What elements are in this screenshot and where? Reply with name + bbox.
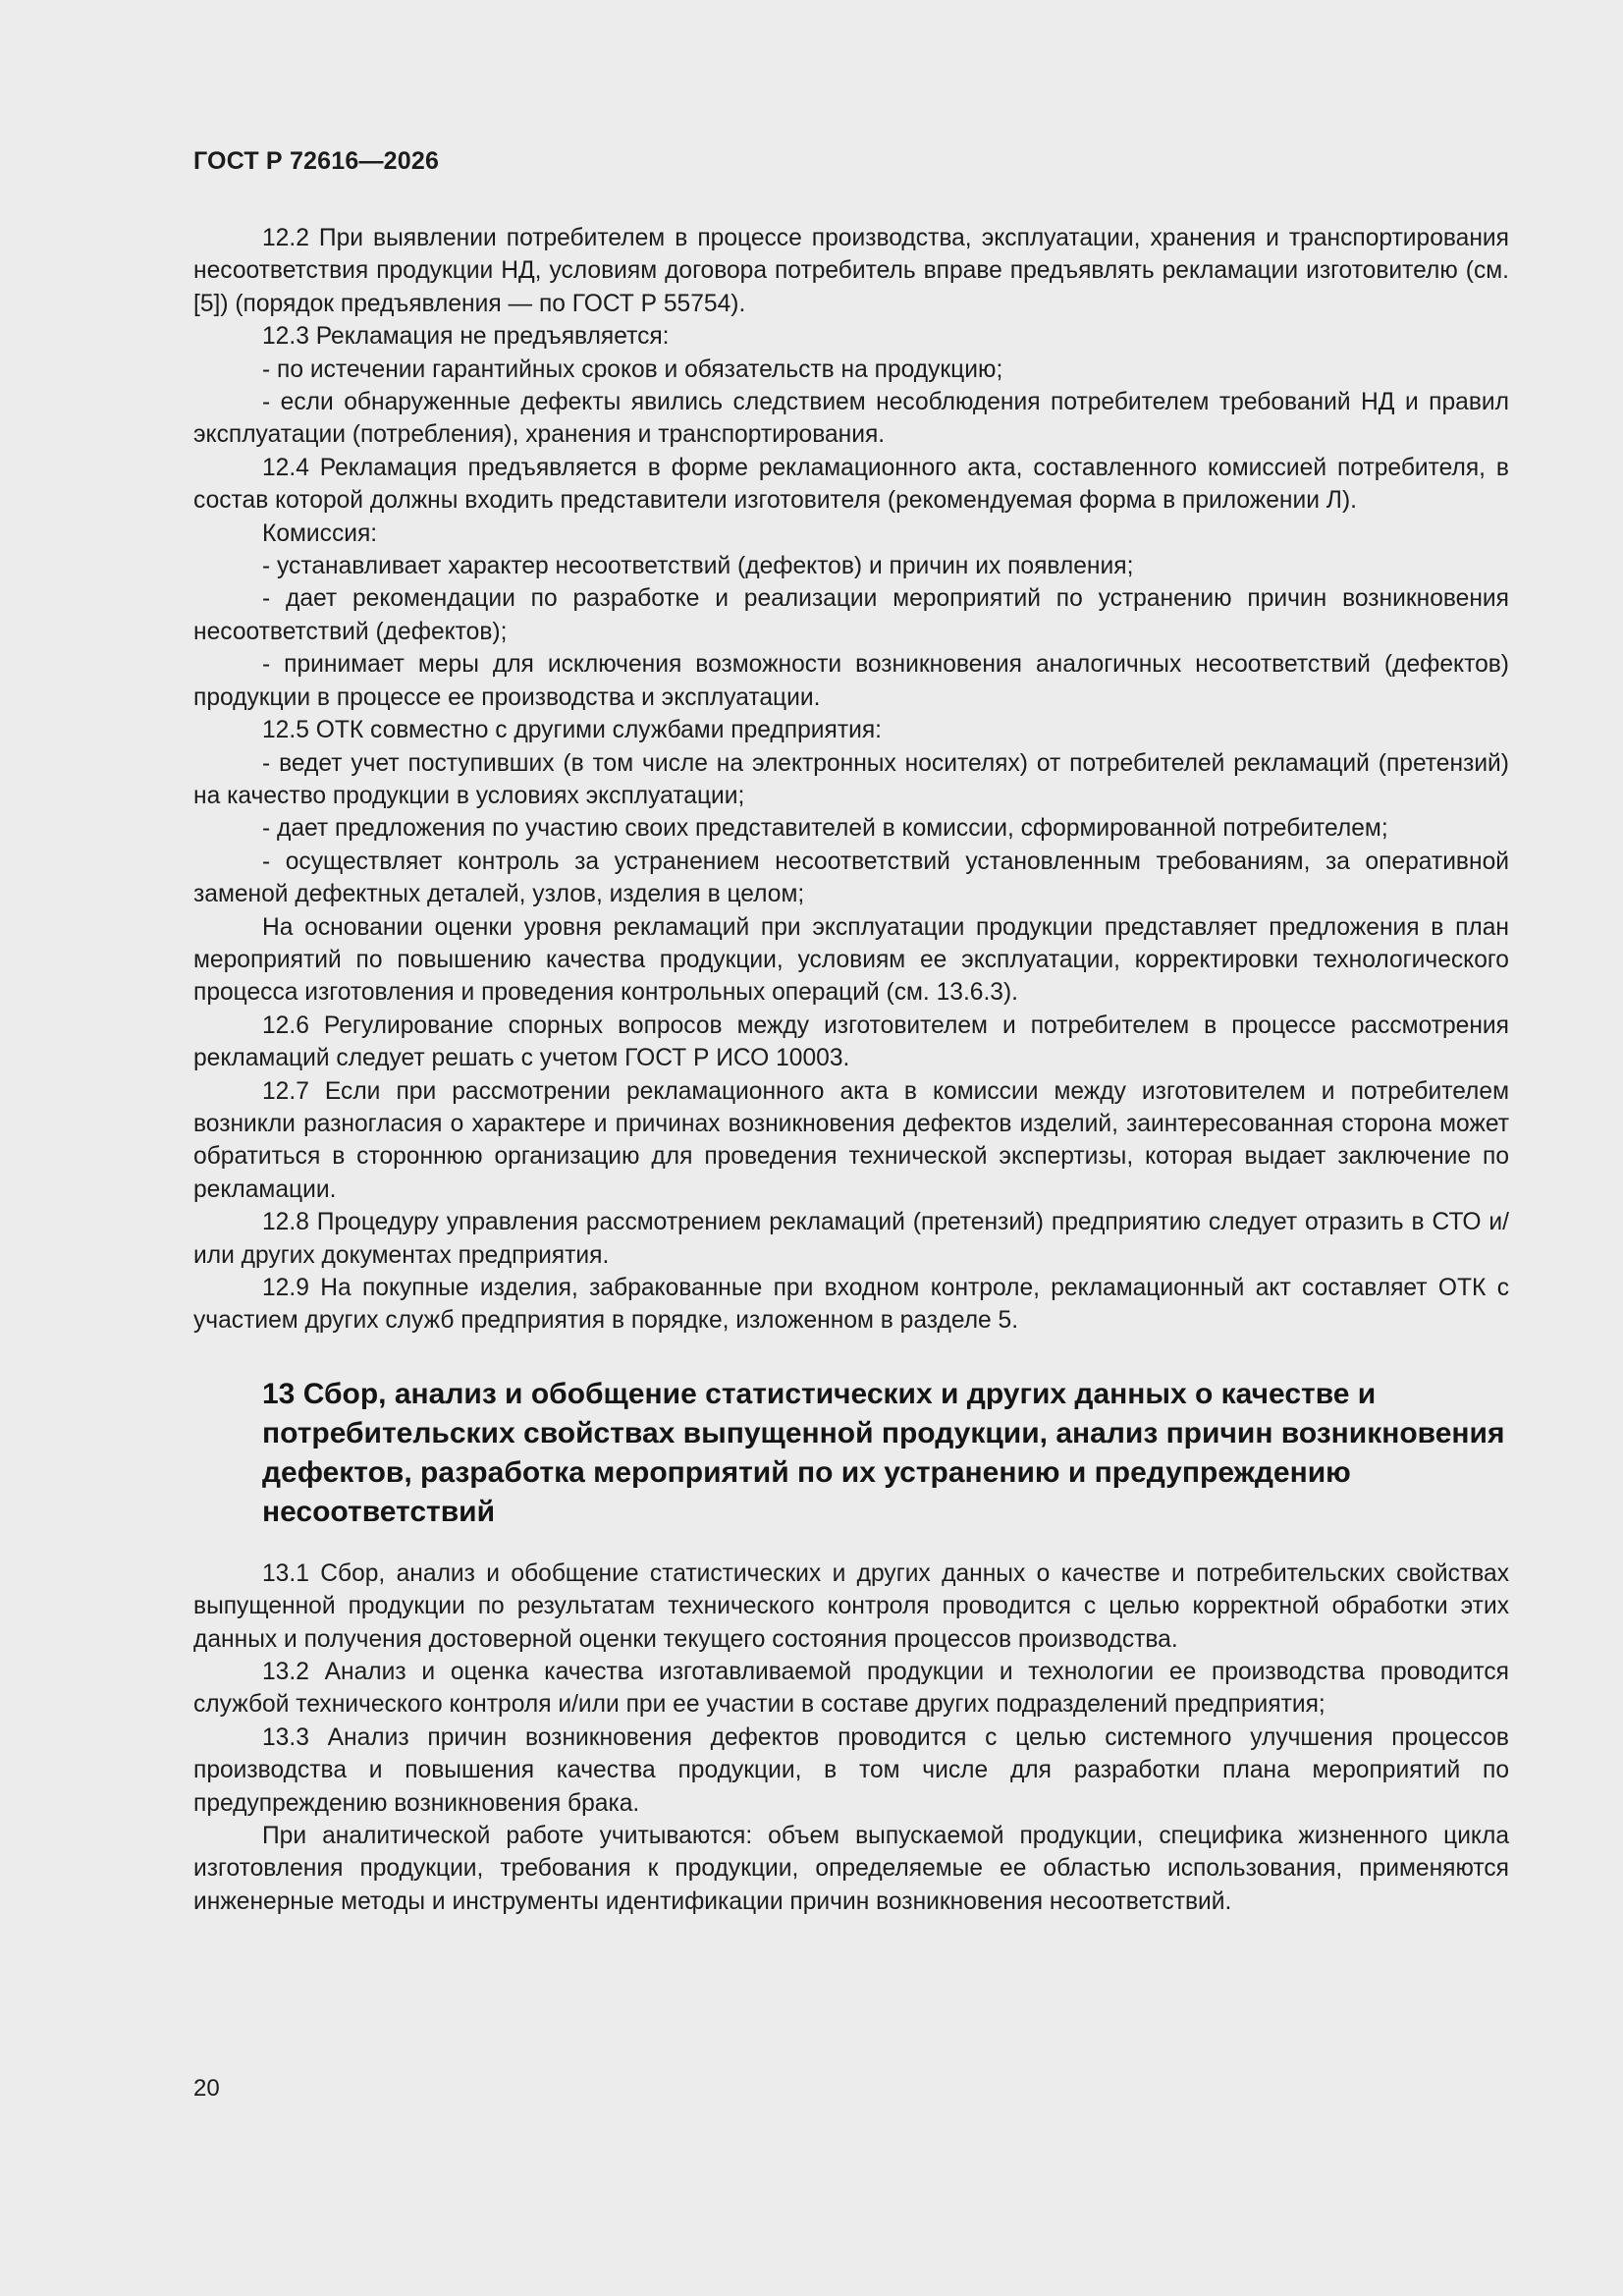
list-item: - по истечении гарантийных сроков и обязательств на продукцию; [262,355,1003,383]
paragraph-12-8: 12.8 Процедуру управления рассмотрением рекламаций (претензий) предприятию следует отразить в СТО и/или других документах предприятия. [193,1209,1509,1269]
page-number: 20 [193,2075,220,2102]
list-item: - принимает меры для исключения возможности возникновения аналогичных несоответствий (дефектов) продукции в процессе ее производства и эксплуатации. [193,651,1509,711]
document-body [193,222,1509,1918]
paragraph-12-5: 12.5 ОТК совместно с другими службами предприятия: [262,717,882,744]
paragraph-12-4: 12.4 Рекламация предъявляется в форме рекламационного акта, составленного комиссией потребителя, в состав которой должны входить представители изготовителя (рекомендуемая форма в приложении Л). [193,454,1509,515]
list-item: - если обнаруженные дефекты явились следствием несоблюдения потребителем требований НД и правил эксплуатации (потребления), хранения и транспортирования. [193,389,1509,449]
paragraph-12-3: 12.3 Рекламация не предъявляется: [262,323,670,351]
paragraph-12-7: 12.7 Если при рассмотрении рекламационного акта в комиссии между изготовителем и потребителем возникли разногласия о характере и причинах возникновения дефектов изделий, заинтересованная сторона может обратиться в стороннюю организацию для проведения технической экспертизы, которая выдает заключение по рекламации. [193,1077,1509,1203]
paragraph-13-1: 13.1 Сбор, анализ и обобщение статистических и других данных о качестве и потребительских свойствах выпущенной продукции по результатам технического контроля проводится с целью корректной обработки этих данных и получения достоверной оценки текущего состояния процессов производства. [193,1559,1509,1653]
document-header: ГОСТ Р 72616—2026 [193,147,440,175]
list-item: - дает предложения по участию своих представителей в комиссии, сформированной потребителем; [262,815,1388,843]
paragraph-12-2: 12.2 При выявлении потребителем в процессе производства, эксплуатации, хранения и транспортирования несоответствия продукции НД, условиям договора потребитель вправе предъявлять рекламации изготовителю (см. [5]) (порядок предъявления — по ГОСТ Р 55754). [193,225,1509,317]
list-item: - осуществляет контроль за устранением несоответствий установленным требованиям, за оперативной заменой дефектных деталей, узлов, изделия в целом; [193,847,1509,908]
list-item: - устанавливает характер несоответствий (дефектов) и причин их появления; [262,553,1134,580]
paragraph-commission: Комиссия: [262,519,378,547]
section-13-title: 13 Сбор, анализ и обобщение статистических и других данных о качестве и потребительских свойствах выпущенной продукции, анализ причин возникновения дефектов, разработка мероприятий по их устранению и предупреждению несоответствий [262,1377,1505,1528]
paragraph-evaluation: На основании оценки уровня рекламаций при эксплуатации продукции представляет предложения в план мероприятий по повышению качества продукции, условиям ее эксплуатации, корректировки технологического процесса изготовления и проведения контрольных операций (см. 13.6.3). [193,913,1509,1007]
paragraph-13-3: 13.3 Анализ причин возникновения дефектов проводится с целью системного улучшения процессов производства и повышения качества продукции, в том числе для разработки плана мероприятий по предупреждению возникновения брака. [193,1723,1509,1817]
list-item: - ведет учет поступивших (в том числе на электронных носителях) от потребителей рекламаций (претензий) на качество продукции в условиях эксплуатации; [193,749,1509,809]
list-item: - дает рекомендации по разработке и реализации мероприятий по устранению причин возникновения несоответствий (дефектов); [193,585,1509,645]
paragraph-analytics: При аналитической работе учитываются: объем выпускаемой продукции, специфика жизненного цикла изготовления продукции, требования к продукции, определяемые ее областью использования, применяются инженерные методы и инструменты идентификации причин возникновения несоответствий. [193,1823,1509,1915]
paragraph-12-6: 12.6 Регулирование спорных вопросов между изготовителем и потребителем в процессе рассмотрения рекламаций следует решать с учетом ГОСТ Р ИСО 10003. [193,1011,1509,1072]
paragraph-12-9: 12.9 На покупные изделия, забракованные при входном контроле, рекламационный акт составляет ОТК с участием других служб предприятия в порядке, изложенном в разделе 5. [193,1275,1509,1335]
paragraph-13-2: 13.2 Анализ и оценка качества изготавливаемой продукции и технологии ее производства проводится службой технического контроля и/или при ее участии в составе других подразделений предприятия; [193,1659,1509,1719]
